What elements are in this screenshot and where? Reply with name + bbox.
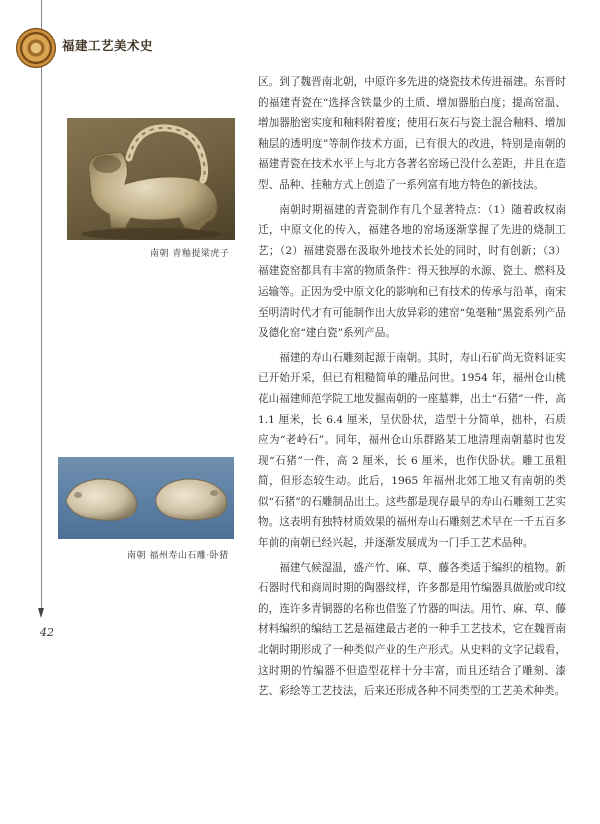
round-coin-emblem-icon xyxy=(16,28,56,68)
paragraph: 福建气候湿温，盛产竹、麻、草、藤各类适于编织的植物。新石器时代和商周时期的陶器纹样，许多都是用竹编器具做胎或印纹的，连许多青铜器的名称也借鉴了竹器的叫法。用竹、麻、草、藤材料编织的编结工艺是福建最古老的一种手工艺技术，它在魏晋南北朝时期形成了一种类似产业的生产形式。从史料的文字记载看，这时期的竹编器不但造型花样十分丰富，而且还结合了雕刻、漆艺、彩绘等工艺技法，后来还形成各种不同类型的工艺美术种类。 xyxy=(258,561,566,698)
paragraph: 福建的寿山石雕刻起源于南朝。其时，寿山石矿尚无资料证实已开始开采，但已有粗糙简单的雕品问世。1954 年，福州仓山桃花山福建师范学院工地发掘南朝的一座墓葬，出土“石猪”一件，高 1.1 厘米，长 6.4 厘米，呈伏卧状，造型十分简单，拙朴，石质应为“老岭石”。同年，福州仓山乐群路某工地清理南朝墓时也发现“石猪”一件，高 2 厘米，长 6 厘米，也作伏卧状。雕工虽粗简，但形态较生动。此后，1965 年福州北郊工地又有南朝的类似“石猪”的石雕制品出土。这些都是现存最早的寿山石雕刻工艺实物。这表明有独特材质效果的福州寿山石雕刻艺术早在一千五百多年前的南朝已经兴起，并逐渐发展成为一门手工艺术品种。 xyxy=(258,351,566,550)
paragraph: 区。到了魏晋南北朝，中原许多先进的烧瓷技术传进福建。东晋时的福建青瓷在“选择含铁量少的土质、增加器胎白度；提高窑温、增加器胎密实度和釉料附着度；使用石灰石与瓷土混合釉料、增加釉层的透明度”等制作技术方面，已有很大的改进，特别是南朝的福建青瓷在技术水平上与北方各著名窑场已没什么差距，并且在造型、品种、挂釉方式上创造了一系列富有地方特色的新技法。 xyxy=(258,76,566,191)
figure-caption: 南朝 福州寿山石雕·卧猪 xyxy=(127,551,229,561)
running-header xyxy=(8,28,168,64)
page-number: 42 xyxy=(40,626,54,639)
margin-rule xyxy=(41,0,42,612)
book-title: 福建工艺美术史 xyxy=(62,38,154,53)
margin-rule-arrow xyxy=(38,608,44,618)
paragraph: 南朝时期福建的青瓷制作有几个显著特点：（1）随着政权南迁，中原文化的传入，福建各地的窑场逐渐掌握了先进的烧制工艺；（2）福建瓷器在汲取外地技术长处的同时，时有创新；（3）福建瓷窑都具有丰富的物质条件：得天独厚的水源、瓷土、燃料及运输等。正因为受中原文化的影响和已有技术的传承与沿革，南宋至明清时代才有可能制作出大放异彩的建窑“兔毫釉”黑瓷系列产品及德化窑“建白瓷”系列产品。 xyxy=(258,203,566,340)
figure-stone-pigs-photo xyxy=(58,457,234,539)
body-text xyxy=(258,72,566,702)
figure-caption: 南朝 青釉提梁虎子 xyxy=(150,249,230,259)
figure-tiger-vessel-photo xyxy=(67,118,235,240)
